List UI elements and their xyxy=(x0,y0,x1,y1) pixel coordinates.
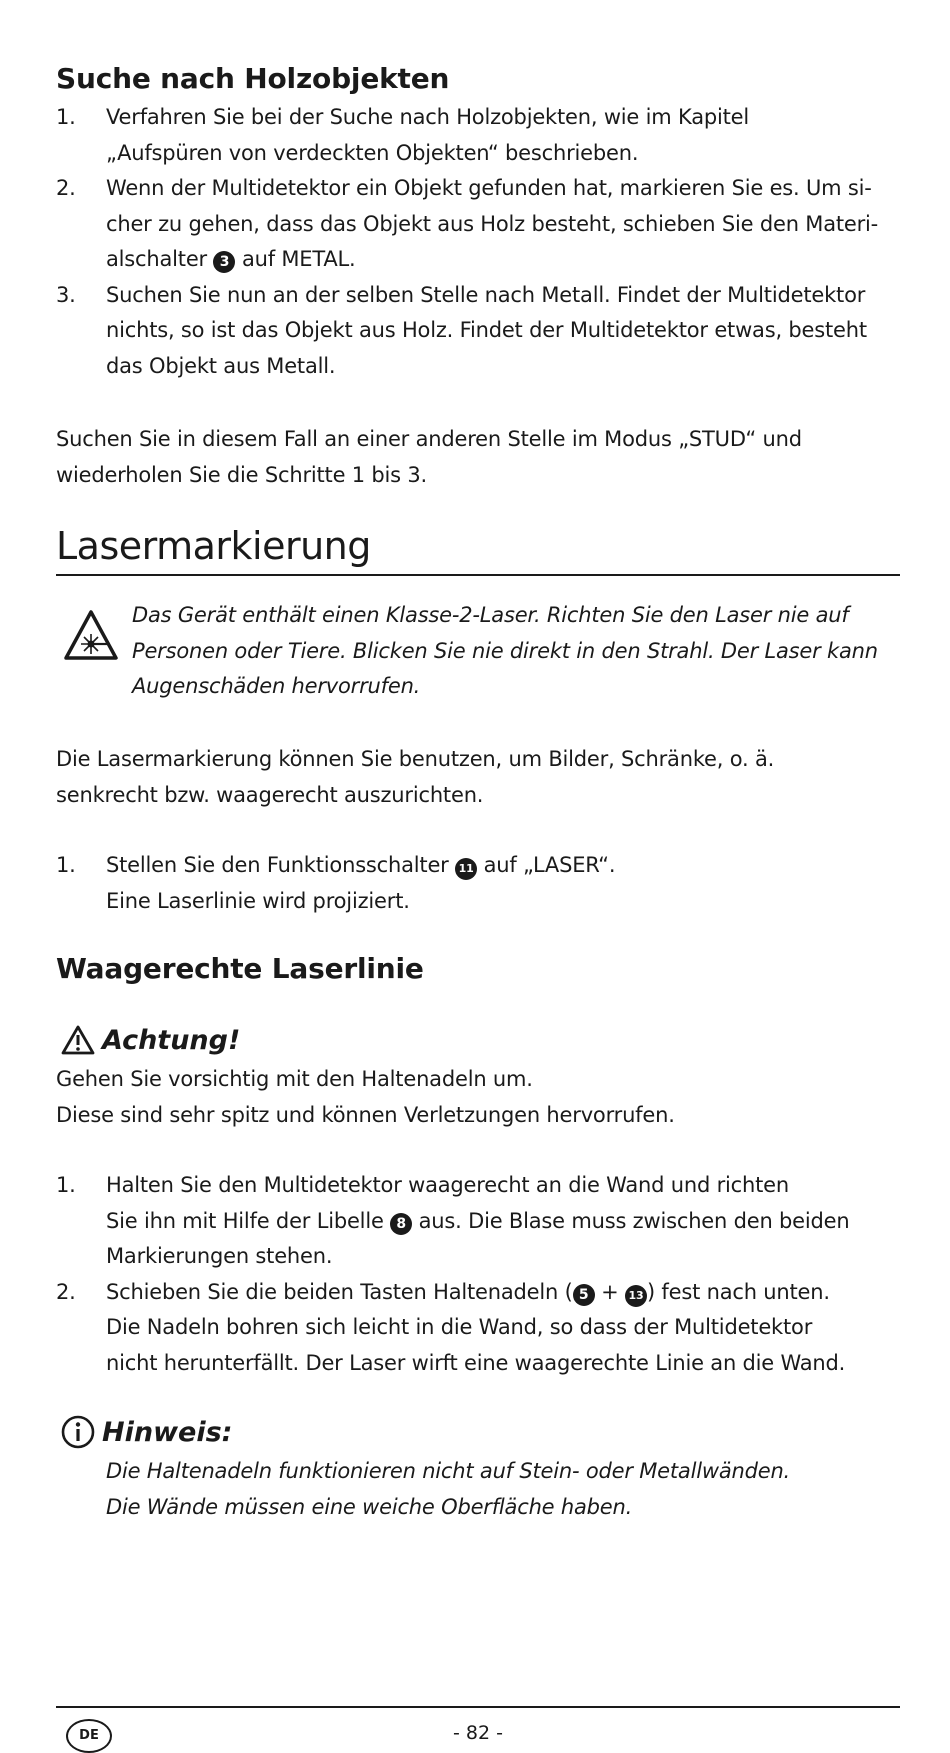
reference-number-badge: 11 xyxy=(455,858,477,880)
info-icon xyxy=(60,1414,96,1450)
list-item: 3. Suchen Sie nun an der selben Stelle nach Metall. Findet der Multidetektor nichts, so ist das Objekt aus Holz. Findet der Multidetektor etwas, besteht das Objekt aus Metall. xyxy=(56,282,867,378)
laser-steps xyxy=(56,848,900,919)
list-item: 2. Wenn der Multidetektor ein Objekt gefunden hat, markieren Sie es. Um si- cher zu gehen, dass das Objekt aus Holz besteht, schieben Sie den Materi- alschalter 3 auf METAL. xyxy=(56,176,879,271)
section-heading-wood-search: Suche nach Holzobjekten xyxy=(56,62,450,95)
note-header xyxy=(56,1414,232,1450)
page-number: - 82 - xyxy=(453,1722,503,1744)
reference-number-badge: 8 xyxy=(390,1213,412,1235)
wood-search-paragraph: Suchen Sie in diesem Fall an einer anderen Stelle im Modus „STUD“ und wiederholen Sie die Schritte 1 bis 3. xyxy=(56,427,802,487)
laser-paragraph: Die Lasermarkierung können Sie benutzen, um Bilder, Schränke, o. ä. senkrecht bzw. waagerecht auszurichten. xyxy=(56,747,775,807)
reference-number-badge: 5 xyxy=(573,1284,595,1306)
note-title: Hinweis: xyxy=(102,1416,233,1448)
language-badge: DE xyxy=(66,1719,112,1753)
list-item: 1. Verfahren Sie bei der Suche nach Holzobjekten, wie im Kapitel „Aufspüren von verdeckten Objekten“ beschrieben. xyxy=(56,105,750,165)
list-item: 1. Halten Sie den Multidetektor waagerecht an die Wand und richten Sie ihn mit Hilfe der Libelle 8 aus. Die Blase muss zwischen den beiden Markierungen stehen. xyxy=(56,1173,850,1268)
note-text: Die Haltenadeln funktionieren nicht auf Stein- oder Metallwänden. Die Wände müssen eine weiche Oberfläche haben. xyxy=(106,1459,791,1519)
horizontal-laser-steps xyxy=(56,1168,900,1381)
laser-warning: Das Gerät enthält einen Klasse-2-Laser. Richten Sie den Laser nie auf Personen oder Tiere. Blicken Sie nie direkt in den Strahl. Der Laser kann Augenschäden hervorrufen. xyxy=(56,602,878,709)
section-heading-horizontal-laser: Waagerechte Laserlinie xyxy=(56,952,424,985)
list-item: 1. Stellen Sie den Funktionsschalter 11 auf „LASER“. Eine Laserlinie wird projiziert. xyxy=(56,853,616,913)
caution-text: Gehen Sie vorsichtig mit den Haltenadeln um. Diese sind sehr spitz und können Verletzungen hervorrufen. xyxy=(56,1067,675,1127)
footer-divider xyxy=(56,1706,900,1708)
laser-warning-icon xyxy=(62,608,120,662)
caution-title: Achtung! xyxy=(102,1024,241,1056)
caution-header xyxy=(56,1024,240,1056)
heading-divider xyxy=(56,574,900,576)
reference-number-badge: 13 xyxy=(625,1285,647,1307)
wood-search-steps xyxy=(56,100,900,384)
caution-triangle-icon xyxy=(60,1024,96,1056)
list-item: 2. Schieben Sie die beiden Tasten Haltenadeln ( 5 + 13 ) fest nach unten. Die Nadeln bohren sich leicht in die Wand, so dass der Multidetektor nicht herunterfällt. Der Laser wirft eine waagerechte Linie an die Wand. xyxy=(56,1279,846,1375)
reference-number-badge: 3 xyxy=(213,251,235,273)
section-heading-laser: Lasermarkierung xyxy=(56,524,371,568)
